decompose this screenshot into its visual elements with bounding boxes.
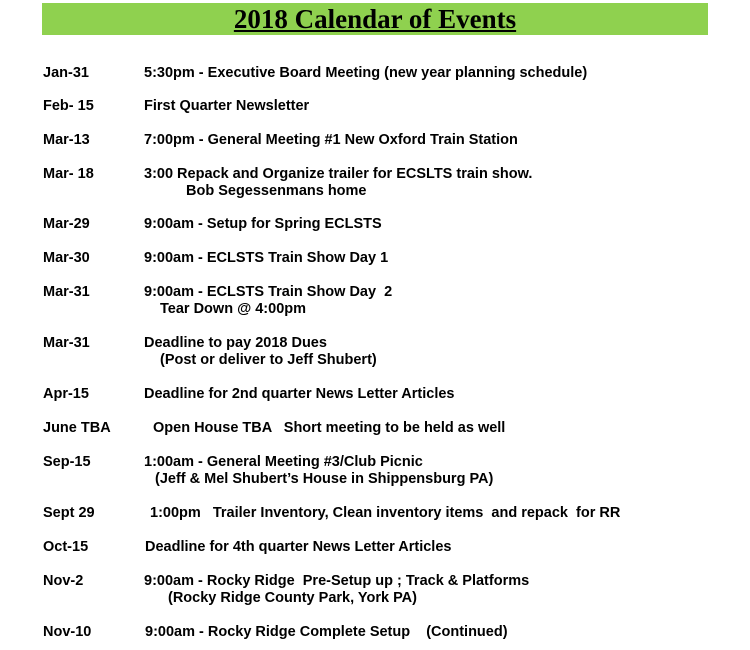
event-description: Deadline to pay 2018 Dues — [144, 335, 327, 351]
event-description-continued: (Jeff & Mel Shubert’s House in Shippensburg PA) — [155, 471, 494, 487]
event-date: Apr-15 — [43, 386, 89, 402]
event-description-continued: Bob Segessenmans home — [186, 183, 367, 199]
event-description-continued: Tear Down @ 4:00pm — [160, 301, 307, 317]
event-date: Jan-31 — [43, 65, 89, 81]
event-description-continued: (Rocky Ridge County Park, York PA) — [168, 590, 417, 606]
event-date: Oct-15 — [43, 539, 89, 555]
event-date: Mar-31 — [43, 335, 90, 351]
event-date: Sept 29 — [43, 505, 95, 521]
event-date: Nov-2 — [43, 573, 84, 589]
event-description: 9:00am - Setup for Spring ECLSTS — [144, 216, 382, 232]
event-description: Deadline for 2nd quarter News Letter Articles — [144, 386, 455, 402]
title-banner — [42, 3, 708, 35]
event-description: 9:00am - Rocky Ridge Complete Setup (Continued) — [145, 624, 508, 640]
event-date: Mar- 18 — [43, 166, 94, 182]
event-description: First Quarter Newsletter — [144, 98, 310, 114]
event-description: Deadline for 4th quarter News Letter Articles — [145, 539, 452, 555]
event-description: 7:00pm - General Meeting #1 New Oxford Train Station — [144, 132, 518, 148]
event-description: 9:00am - ECLSTS Train Show Day 1 — [144, 250, 389, 266]
event-description: 3:00 Repack and Organize trailer for ECSLTS train show. — [144, 166, 533, 182]
event-date: Sep-15 — [43, 454, 91, 470]
event-date: Nov-10 — [43, 624, 92, 640]
event-date: Mar-31 — [43, 284, 90, 300]
event-description: 1:00pm Trailer Inventory, Clean inventory items and repack for RR — [150, 505, 621, 521]
event-description: 9:00am - Rocky Ridge Pre-Setup up ; Track & Platforms — [144, 573, 530, 589]
event-description-continued: (Post or deliver to Jeff Shubert) — [160, 352, 377, 368]
event-date: Mar-13 — [43, 132, 90, 148]
page-title: 2018 Calendar of Events — [233, 4, 517, 34]
event-date: June TBA — [43, 420, 111, 436]
event-description: Open House TBA Short meeting to be held as well — [153, 420, 506, 436]
event-description: 1:00am - General Meeting #3/Club Picnic — [144, 454, 423, 470]
event-date: Feb- 15 — [43, 98, 94, 114]
event-date: Mar-29 — [43, 216, 90, 232]
event-description: 5:30pm - Executive Board Meeting (new year planning schedule) — [144, 65, 588, 81]
event-date: Mar-30 — [43, 250, 90, 266]
event-description: 9:00am - ECLSTS Train Show Day 2 — [144, 284, 393, 300]
